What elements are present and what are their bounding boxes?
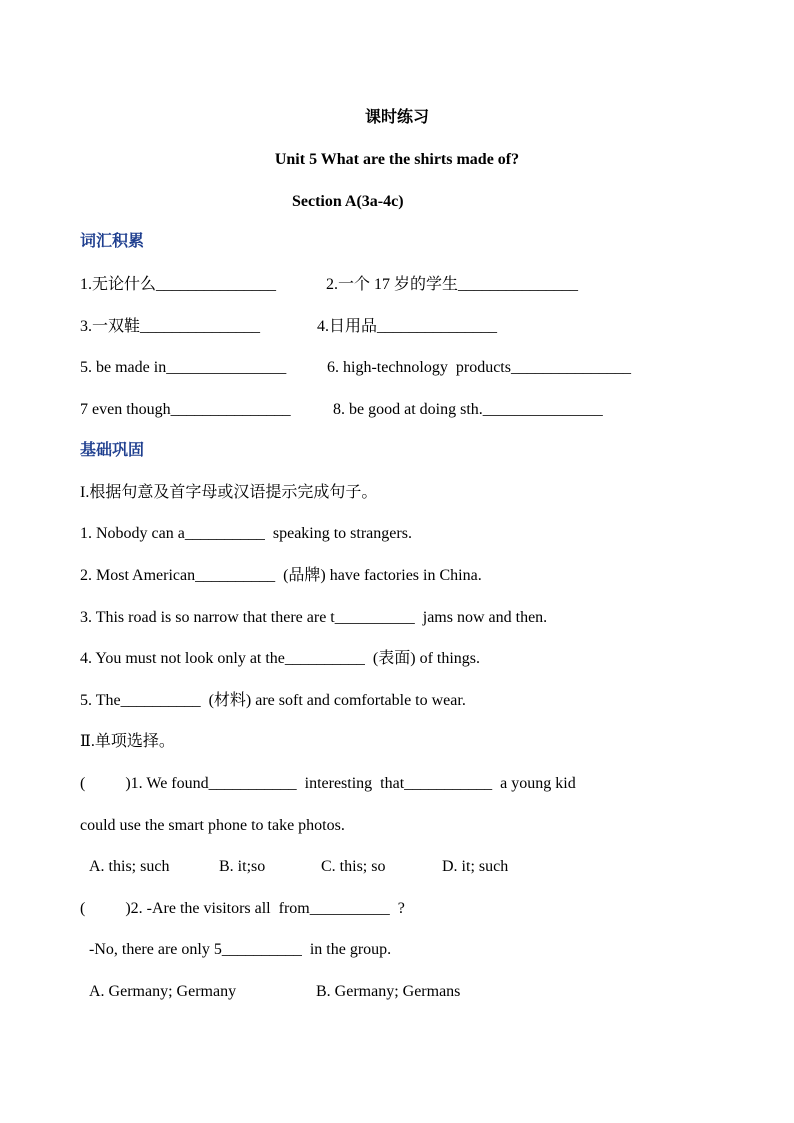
mc2-option-a: A. Germany; Germany (89, 983, 237, 1000)
vocab-item-2: 2.一个 17 岁的学生_______________ (326, 276, 579, 293)
fill-question-5: 5. The__________ (材料) are soft and comfortable to wear. (80, 692, 466, 709)
basics-heading: 基础巩固 (80, 442, 145, 459)
vocab-item-4: 4.日用品_______________ (317, 318, 498, 335)
vocab-item-7: 7 even though_______________ (80, 401, 291, 418)
part2-title: Ⅱ.单项选择。 (80, 733, 175, 750)
vocab-item-5: 5. be made in_______________ (80, 359, 287, 376)
mc-question-1: ( )1. We found___________ interesting that___________ a young kid (80, 775, 576, 792)
vocab-item-8: 8. be good at doing sth._______________ (333, 401, 603, 418)
fill-question-1: 1. Nobody can a__________ speaking to strangers. (80, 525, 412, 542)
mc1-option-c: C. this; so (321, 858, 386, 875)
mc1-option-a: A. this; such (89, 858, 170, 875)
vocab-item-3: 3.一双鞋_______________ (80, 318, 261, 335)
vocab-item-6: 6. high-technology products_______________ (327, 359, 631, 376)
mc-question-2: ( )2. -Are the visitors all from__________ ? (80, 900, 405, 917)
fill-question-4: 4. You must not look only at the__________ (表面) of things. (80, 650, 481, 667)
fill-question-2: 2. Most American__________ (品牌) have factories in China. (80, 567, 482, 584)
fill-question-3: 3. This road is so narrow that there are t__________ jams now and then. (80, 609, 548, 626)
section-title: Section A(3a-4c) (292, 193, 404, 210)
mc1-option-d: D. it; such (442, 858, 509, 875)
vocab-item-1: 1.无论什么_______________ (80, 276, 277, 293)
mc-question-1-continued: could use the smart phone to take photos. (80, 817, 345, 834)
part1-title: I.根据句意及首字母或汉语提示完成句子。 (80, 484, 378, 501)
mc2-option-b: B. Germany; Germans (316, 983, 461, 1000)
mc-question-2-reply: -No, there are only 5__________ in the group. (89, 941, 392, 958)
vocab-heading: 词汇积累 (80, 233, 145, 250)
unit-title: Unit 5 What are the shirts made of? (274, 151, 520, 168)
mc1-option-b: B. it;so (219, 858, 266, 875)
page-title: 课时练习 (364, 109, 429, 126)
